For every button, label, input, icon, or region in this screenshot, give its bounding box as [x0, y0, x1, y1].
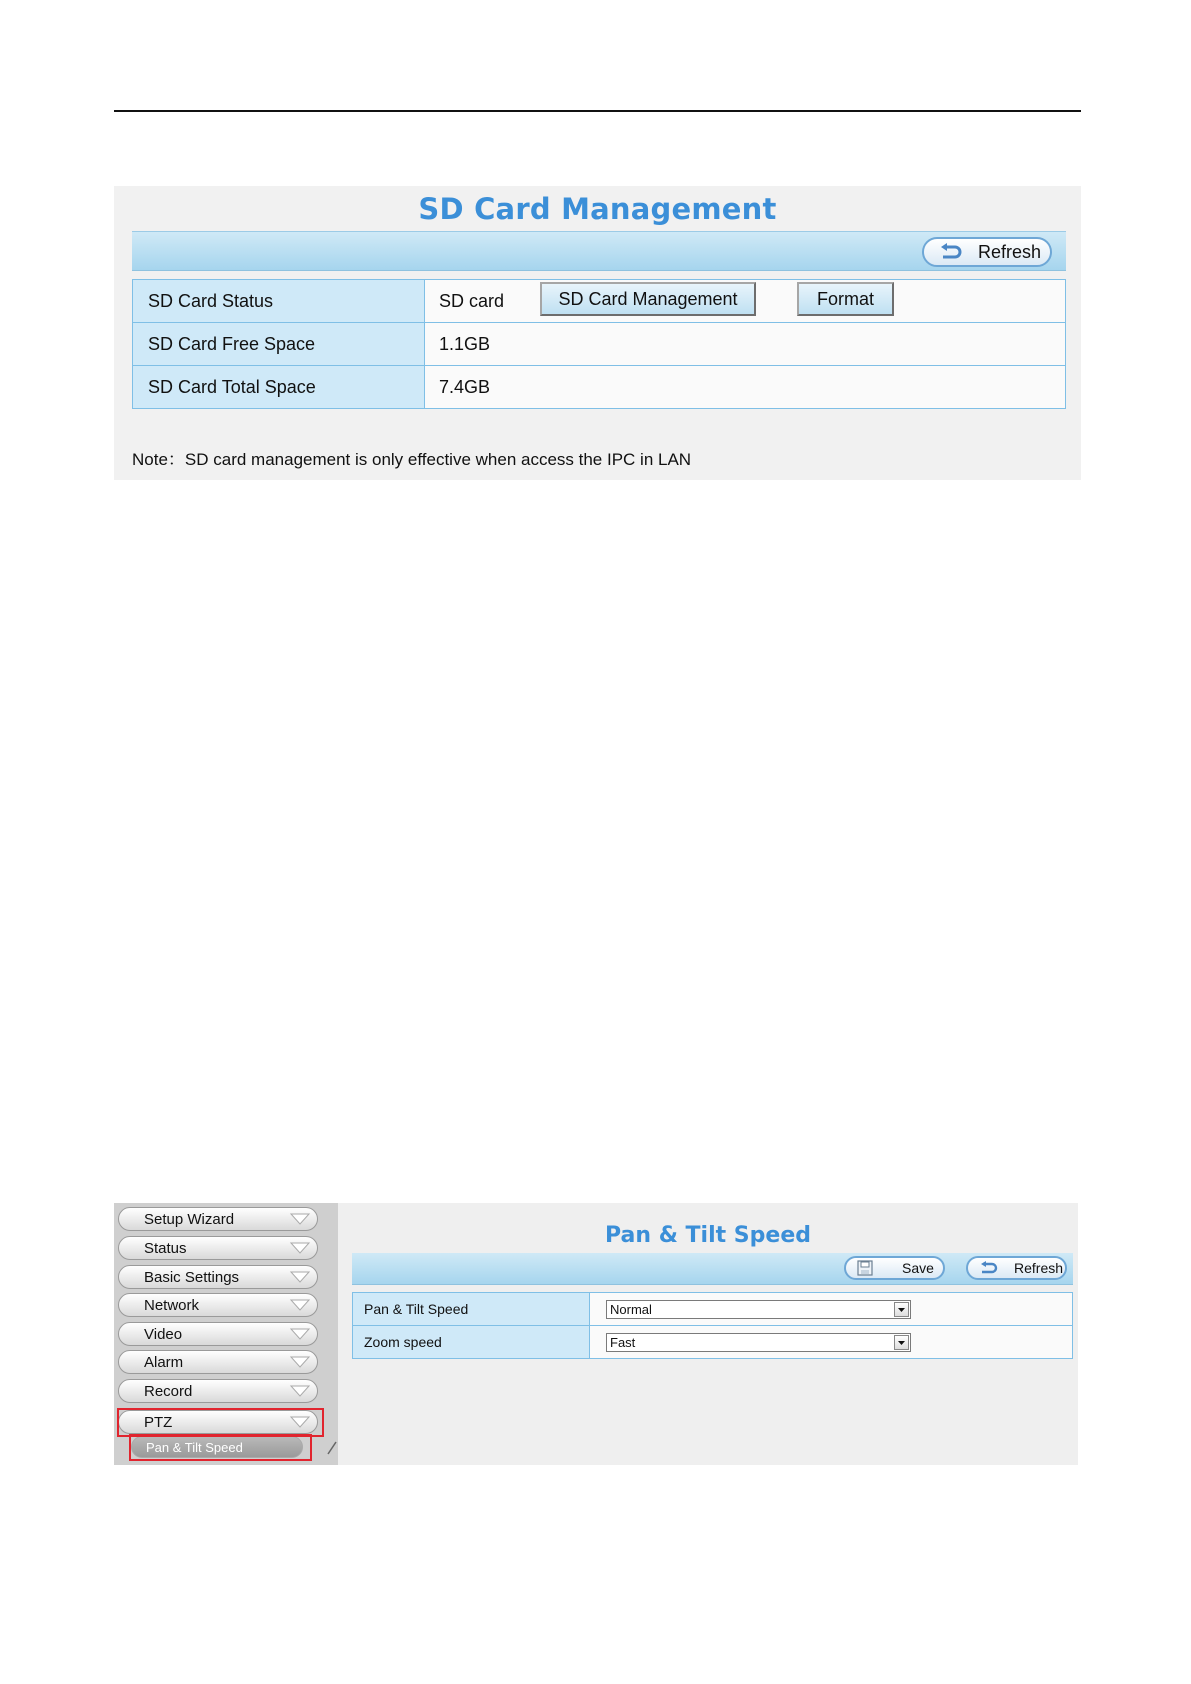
- table-row: [353, 1293, 1073, 1326]
- chevron-down-icon: [289, 1241, 311, 1255]
- table-row: [133, 366, 1066, 409]
- sd-card-info-table: [132, 279, 1066, 409]
- chevron-down-icon: [289, 1212, 311, 1226]
- zoom-speed-select[interactable]: [606, 1333, 911, 1352]
- sd-free-space-value: 1.1GB: [425, 323, 1066, 366]
- refresh-icon: [938, 242, 964, 262]
- sidebar-item-alarm[interactable]: [118, 1350, 318, 1374]
- sidebar-item-record[interactable]: [118, 1379, 318, 1403]
- sidebar-item-basic-settings[interactable]: [118, 1265, 318, 1289]
- refresh-icon: [978, 1260, 1000, 1276]
- sd-panel-title: SD Card Management: [418, 192, 777, 226]
- sd-status-label: SD Card Status: [133, 280, 425, 323]
- sd-total-space-value: 7.4GB: [425, 366, 1066, 409]
- zoom-speed-cell: [590, 1326, 1073, 1359]
- ptz-speed-table: [352, 1292, 1073, 1359]
- format-button[interactable]: Format: [797, 282, 894, 316]
- pan-tilt-speed-label: Pan & Tilt Speed: [353, 1293, 590, 1326]
- sd-refresh-label: Refresh: [978, 241, 1042, 262]
- zoom-speed-label: Zoom speed: [353, 1326, 590, 1359]
- pan-tilt-speed-select[interactable]: [606, 1300, 911, 1319]
- pan-tilt-speed-screenshot: [114, 1203, 1078, 1465]
- sd-total-space-label: SD Card Total Space: [133, 366, 425, 409]
- ptz-refresh-label: Refresh: [1014, 1260, 1064, 1276]
- table-row: [133, 280, 1066, 323]
- sidebar-item-label: Record: [144, 1382, 193, 1400]
- sd-status-value: SD card: [439, 290, 505, 311]
- sidebar-item-ptz[interactable]: [118, 1410, 318, 1434]
- sidebar-item-label: Network: [144, 1296, 200, 1314]
- dropdown-arrow-icon[interactable]: [894, 1335, 909, 1350]
- sidebar-item-network[interactable]: [118, 1293, 318, 1317]
- sd-card-management-panel: [114, 186, 1081, 480]
- sd-status-cell: [425, 280, 1066, 323]
- sidebar-item-label: PTZ: [144, 1413, 173, 1431]
- save-button[interactable]: [844, 1256, 945, 1280]
- chevron-down-icon: [289, 1327, 311, 1341]
- page-header-rule: [114, 110, 1081, 112]
- sidebar-item-label: Video: [144, 1325, 183, 1343]
- table-row: [353, 1326, 1073, 1359]
- sidebar-item-setup-wizard[interactable]: [118, 1207, 318, 1231]
- zoom-speed-value: Fast: [610, 1334, 636, 1350]
- chevron-down-icon: [289, 1298, 311, 1312]
- sidebar-item-label: Alarm: [144, 1353, 184, 1371]
- dropdown-arrow-icon[interactable]: [894, 1302, 909, 1317]
- chevron-down-icon: [289, 1270, 311, 1284]
- sidebar-item-label: Status: [144, 1239, 187, 1257]
- ptz-panel-title: Pan & Tilt Speed: [605, 1223, 811, 1248]
- table-row: [133, 323, 1066, 366]
- sd-free-space-label: SD Card Free Space: [133, 323, 425, 366]
- chevron-down-icon: [289, 1415, 311, 1429]
- settings-sidebar: [114, 1203, 338, 1465]
- pan-tilt-speed-cell: [590, 1293, 1073, 1326]
- save-label: Save: [902, 1260, 934, 1276]
- sidebar-item-video[interactable]: [118, 1322, 318, 1346]
- sd-note: Note：SD card management is only effective when access the IPC in LAN: [132, 450, 692, 469]
- ptz-settings-panel: [338, 1203, 1078, 1465]
- sidebar-item-status[interactable]: [118, 1236, 318, 1260]
- sidebar-resize-handle[interactable]: [327, 1441, 337, 1455]
- pan-tilt-speed-value: Normal: [610, 1301, 652, 1317]
- sd-card-management-button[interactable]: SD Card Management: [540, 282, 756, 316]
- sidebar-subitem-pan-tilt-speed[interactable]: Pan & Tilt Speed: [131, 1436, 303, 1458]
- chevron-down-icon: [289, 1355, 311, 1369]
- sd-refresh-button[interactable]: [922, 237, 1052, 267]
- ptz-refresh-button[interactable]: [966, 1256, 1067, 1280]
- chevron-down-icon: [289, 1384, 311, 1398]
- sd-toolbar: [132, 231, 1066, 271]
- sidebar-item-label: Basic Settings: [144, 1268, 240, 1286]
- sidebar-item-label: Setup Wizard: [144, 1210, 235, 1228]
- ptz-toolbar: [352, 1253, 1073, 1285]
- save-icon: [856, 1260, 874, 1276]
